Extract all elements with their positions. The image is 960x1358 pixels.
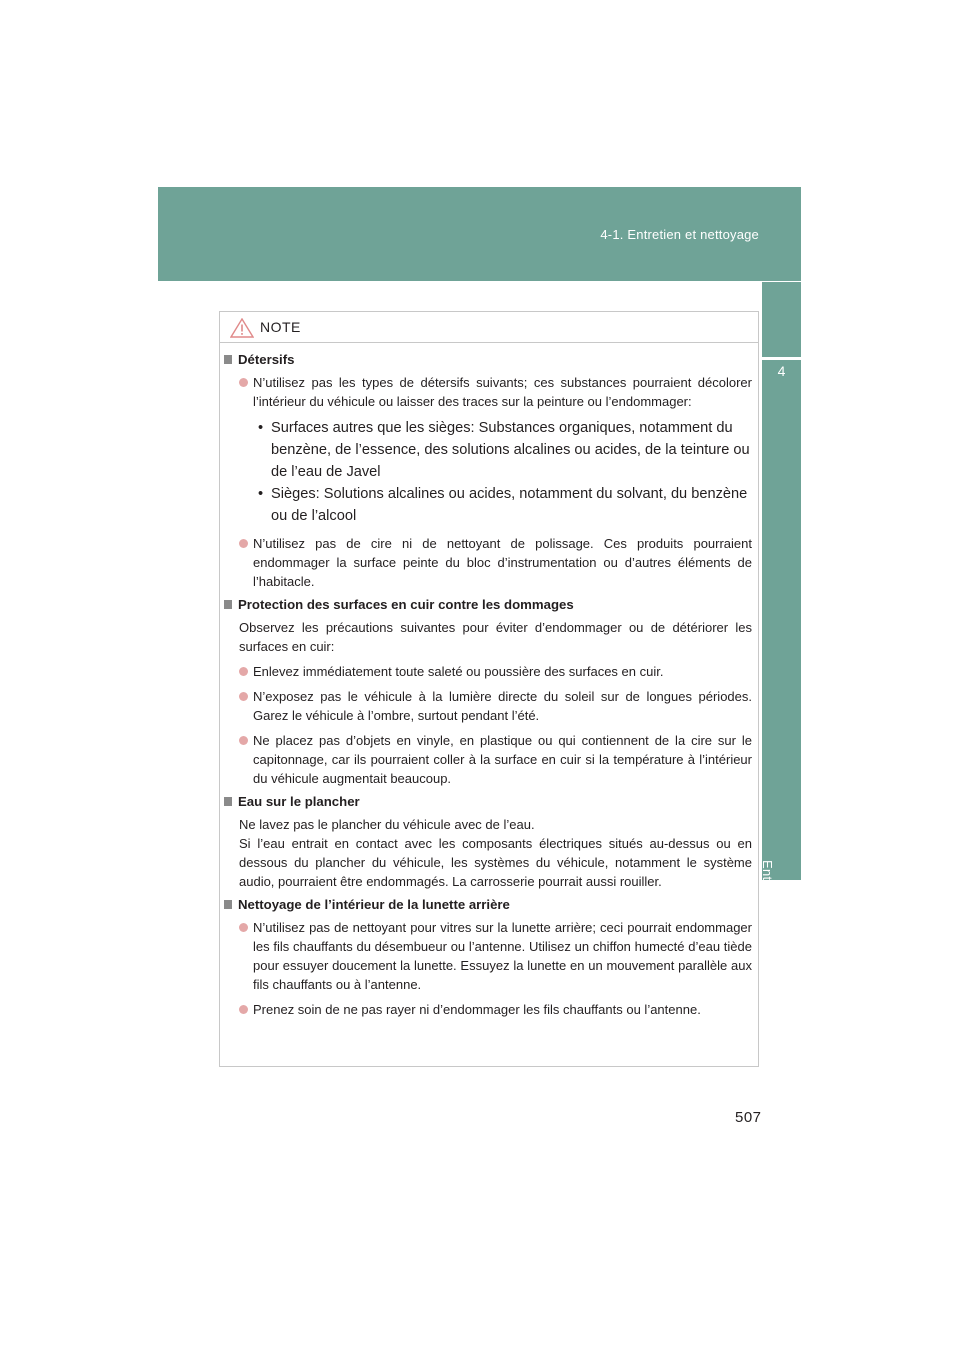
square-bullet-icon <box>224 600 232 609</box>
paragraph: Ne lavez pas le plancher du véhicule avec de l’eau. Si l’eau entrait en contact avec les composants électriques situés au-dessus ou en dessous du plancher du véhicule, les systèmes du véhicule, notamment le système audio, pourraient être endommagés. La carrosserie pourrait aussi rouiller. <box>239 817 752 889</box>
section-title: 4-1. Entretien et nettoyage <box>600 227 759 242</box>
square-bullet-icon <box>224 900 232 909</box>
bullet-dot-icon <box>239 667 248 676</box>
chapter-number: 4 <box>777 363 786 379</box>
note-body <box>220 343 758 1019</box>
header-band <box>158 187 801 281</box>
bullet-dot-icon <box>239 736 248 745</box>
bullet-dot-icon <box>239 692 248 701</box>
square-bullet-icon <box>224 355 232 364</box>
bullet-dot-icon <box>239 923 248 932</box>
chapter-side-tab <box>760 282 801 994</box>
note-box <box>219 311 759 1067</box>
tab-divider <box>762 357 801 360</box>
page-number: 507 <box>735 1109 762 1126</box>
bullet-dot-icon <box>239 378 248 387</box>
sub-list-item: • Sièges: Solutions alcalines ou acides, notamment du solvant, du benzène ou de l’alcool <box>258 486 748 524</box>
list-item: Enlevez immédiatement toute saleté ou poussière des surfaces en cuir. <box>224 662 752 681</box>
square-bullet-icon <box>224 797 232 806</box>
section-heading: Nettoyage de l’intérieur de la lunette arrière <box>224 897 752 912</box>
section-heading: Protection des surfaces en cuir contre les dommages <box>224 597 752 612</box>
note-header <box>220 312 758 343</box>
warning-triangle-icon <box>230 318 254 338</box>
list-item: Prenez soin de ne pas rayer ni d’endommager les fils chauffants ou l’antenne. <box>224 1000 752 1019</box>
list-item: N’utilisez pas les types de détersifs suivants; ces substances pourraient décolorer l’intérieur du véhicule ou laisser des traces sur la peinture ou l’endommager: <box>224 373 752 411</box>
section-heading: Détersifs <box>224 352 752 367</box>
list-item: N’utilisez pas de nettoyant pour vitres sur la lunette arrière; ceci pourrait endommager les fils chauffants du désembueur ou l’antenne. Utilisez un chiffon humecté d’eau tiède pour essuyer doucement la lunette. Essuyez la lunette en un mouvement parallèle aux fils chauffants ou à l’antenne. <box>224 918 752 994</box>
list-item: N’utilisez pas de cire ni de nettoyant de polissage. Ces produits pourraient endommager la surface peinte du bloc d’instrumentation ou d’autres éléments de l’habitacle. <box>224 534 752 591</box>
list-item: N’exposez pas le véhicule à la lumière directe du soleil sur de longues périodes. Garez le véhicule à l’ombre, surtout pendant l’été. <box>224 687 752 725</box>
bullet-dot-icon <box>239 1005 248 1014</box>
list-item: Ne placez pas d’objets en vinyle, en plastique ou qui contiennent de la cire sur le capitonnage, car ils pourraient coller à la surface en cuir si la température à l’intérieur du véhicule augmentait beaucoup. <box>224 731 752 788</box>
note-label: NOTE <box>260 319 301 335</box>
section-heading: Eau sur le plancher <box>224 794 752 809</box>
bullet-dot-icon <box>239 539 248 548</box>
chapter-title: Entretien et nettoyage <box>760 860 775 994</box>
sub-list-item: • Surfaces autres que les sièges: Substances organiques, notamment du benzène, de l’essence, des solutions alcalines ou acides, de la teinture ou de l’eau de Javel <box>258 420 750 480</box>
paragraph: Observez les précautions suivantes pour éviter d’endommager ou de détériorer les surfaces en cuir: <box>239 620 752 654</box>
